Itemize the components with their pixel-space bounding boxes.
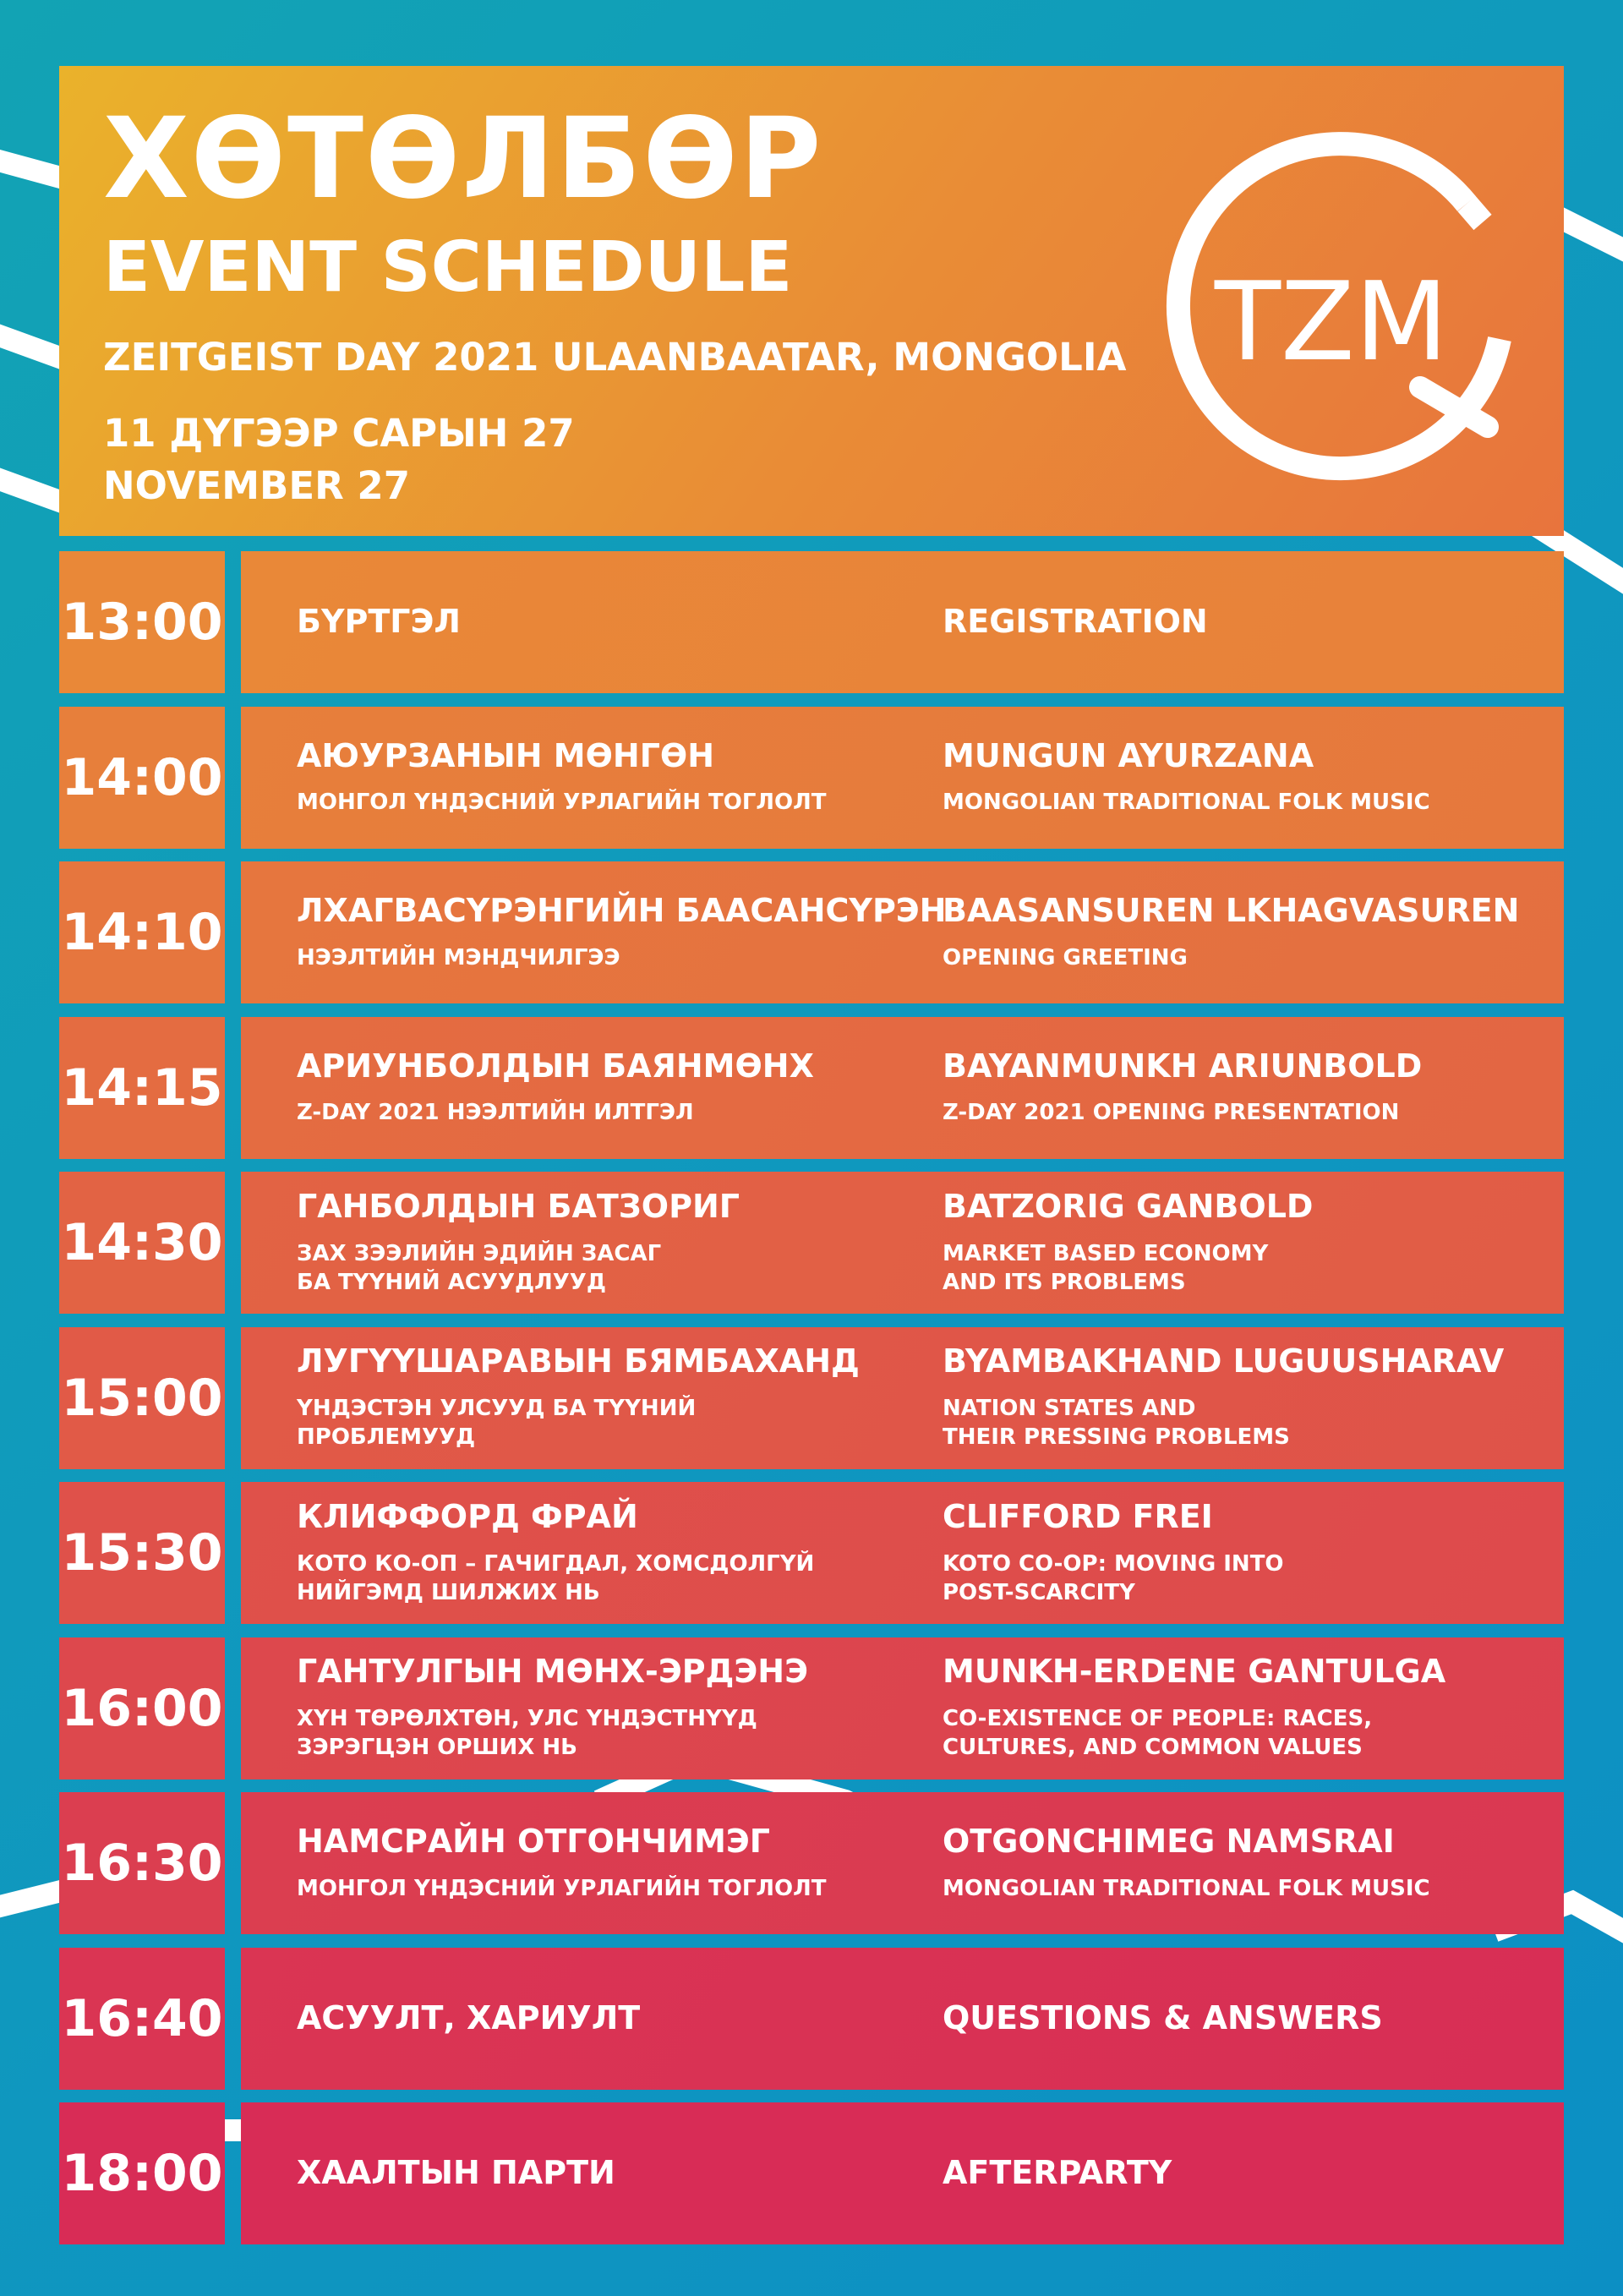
date-english: NOVEMBER 27 xyxy=(103,463,411,508)
session-mongolian xyxy=(297,1172,922,1314)
session-description: MARKET BASED ECONOMY AND ITS PROBLEMS xyxy=(943,1240,1269,1295)
speaker-name: QUESTIONS & ANSWERS xyxy=(943,1998,1383,2036)
time-cell: 14:00 xyxy=(59,707,225,849)
speaker-name: CLIFFORD FREI xyxy=(943,1497,1213,1535)
session-description: MONGOLIAN TRADITIONAL FOLK MUSIC xyxy=(943,790,1430,816)
speaker-name: БҮРТГЭЛ xyxy=(297,603,461,641)
title-english: EVENT SCHEDULE xyxy=(103,227,793,308)
session-mongolian xyxy=(297,707,922,849)
speaker-name: BYAMBAKHAND LUGUUSHARAV xyxy=(943,1342,1505,1380)
session-description: МОНГОЛ ҮНДЭСНИЙ УРЛАГИЙН ТОГЛОЛТ xyxy=(297,790,827,816)
speaker-name: ХААЛТЫН ПАРТИ xyxy=(297,2154,615,2192)
schedule-row xyxy=(59,1792,1564,1934)
session-english xyxy=(943,1172,1551,1314)
session-cell xyxy=(241,1637,1564,1779)
tzm-logo xyxy=(1141,112,1538,510)
speaker-name: ЛУГҮҮШАРАВЫН БЯМБАХАНД xyxy=(297,1342,860,1380)
schedule-row xyxy=(59,551,1564,693)
time-cell: 14:15 xyxy=(59,1017,225,1159)
session-description: НЭЭЛТИЙН МЭНДЧИЛГЭЭ xyxy=(297,944,620,970)
title-mongolian: ХӨТӨЛБӨР xyxy=(103,94,823,224)
time-cell: 14:10 xyxy=(59,861,225,1003)
speaker-name: MUNKH-ERDENE GANTULGA xyxy=(943,1653,1446,1691)
session-description: OPENING GREETING xyxy=(943,944,1188,970)
speaker-name: АРИУНБОЛДЫН БАЯНМӨНХ xyxy=(297,1047,814,1085)
speaker-name: AFTERPARTY xyxy=(943,2154,1172,2192)
session-cell xyxy=(241,861,1564,1003)
time-cell: 16:40 xyxy=(59,1948,225,2090)
session-description: KOTO CO-OP: MOVING INTO POST-SCARCITY xyxy=(943,1550,1284,1605)
time-cell: 16:00 xyxy=(59,1637,225,1779)
schedule-row xyxy=(59,1327,1564,1469)
session-description: Z-DAY 2021 НЭЭЛТИЙН ИЛТГЭЛ xyxy=(297,1100,694,1126)
time-cell: 13:00 xyxy=(59,551,225,693)
speaker-name: MUNGUN AYURZANA xyxy=(943,736,1314,774)
session-description: МОНГОЛ ҮНДЭСНИЙ УРЛАГИЙН ТОГЛОЛТ xyxy=(297,1875,827,1901)
schedule-row xyxy=(59,2102,1564,2244)
session-mongolian xyxy=(297,1327,922,1469)
speaker-name: ЛХАГВАСҮРЭНГИЙН БААСАНСҮРЭН xyxy=(297,892,947,929)
session-mongolian xyxy=(297,1637,922,1779)
schedule-row xyxy=(59,1482,1564,1624)
schedule-row xyxy=(59,1017,1564,1159)
speaker-name: OTGONCHIMEG NAMSRAI xyxy=(943,1823,1395,1860)
session-english xyxy=(943,1948,1551,2090)
session-mongolian xyxy=(297,1482,922,1624)
speaker-name: BATZORIG GANBOLD xyxy=(943,1187,1314,1225)
logo-text: TZM xyxy=(1214,260,1449,385)
schedule-row xyxy=(59,1637,1564,1779)
header-banner xyxy=(59,66,1564,536)
session-english xyxy=(943,1637,1551,1779)
speaker-name: BAYANMUNKH ARIUNBOLD xyxy=(943,1047,1423,1085)
session-mongolian xyxy=(297,551,922,693)
session-mongolian xyxy=(297,861,947,1003)
time-cell: 16:30 xyxy=(59,1792,225,1934)
session-mongolian xyxy=(297,1792,922,1934)
session-description: ҮНДЭСТЭН УЛСУУД БА ТҮҮНИЙ ПРОБЛЕМУУД xyxy=(297,1396,697,1451)
session-cell xyxy=(241,1017,1564,1159)
event-subtitle: ZEITGEIST DAY 2021 ULAANBAATAR, MONGOLIA xyxy=(103,335,1127,380)
session-cell xyxy=(241,1327,1564,1469)
speaker-name: ГАНТУЛГЫН МӨНХ-ЭРДЭНЭ xyxy=(297,1653,808,1691)
schedule-row xyxy=(59,1172,1564,1314)
session-english xyxy=(943,1327,1551,1469)
session-english xyxy=(943,861,1551,1003)
session-mongolian xyxy=(297,1017,922,1159)
time-cell: 15:00 xyxy=(59,1327,225,1469)
session-cell xyxy=(241,1482,1564,1624)
speaker-name: ГАНБОЛДЫН БАТЗОРИГ xyxy=(297,1187,740,1225)
session-english xyxy=(943,1482,1551,1624)
session-description: MONGOLIAN TRADITIONAL FOLK MUSIC xyxy=(943,1875,1430,1901)
session-description: Z-DAY 2021 OPENING PRESENTATION xyxy=(943,1100,1400,1126)
speaker-name: НАМСРАЙН ОТГОНЧИМЭГ xyxy=(297,1823,770,1860)
session-cell xyxy=(241,1948,1564,2090)
time-cell: 14:30 xyxy=(59,1172,225,1314)
speaker-name: КЛИФФОРД ФРАЙ xyxy=(297,1497,638,1535)
speaker-name: АЮУРЗАНЫН МӨНГӨН xyxy=(297,736,715,774)
session-english xyxy=(943,2102,1551,2244)
session-description: ХҮН ТӨРӨЛХТӨН, УЛС ҮНДЭСТНҮҮД ЗЭРЭГЦЭН ОРШИХ НЬ xyxy=(297,1706,757,1761)
session-english xyxy=(943,707,1551,849)
date-mongolian: 11 ДҮГЭЭР САРЫН 27 xyxy=(103,411,575,456)
session-cell xyxy=(241,1792,1564,1934)
speaker-name: АСУУЛТ, ХАРИУЛТ xyxy=(297,1998,641,2036)
schedule-row xyxy=(59,861,1564,1003)
session-cell xyxy=(241,1172,1564,1314)
speaker-name: REGISTRATION xyxy=(943,603,1208,641)
session-description: ЗАХ ЗЭЭЛИЙН ЭДИЙН ЗАСАГ БА ТҮҮНИЙ АСУУДЛУУД xyxy=(297,1240,662,1295)
schedule-row xyxy=(59,707,1564,849)
schedule-row xyxy=(59,1948,1564,2090)
time-cell: 15:30 xyxy=(59,1482,225,1624)
session-english xyxy=(943,1017,1551,1159)
session-description: КОТО КО-ОП – ГАЧИГДАЛ, ХОМСДОЛГҮЙ НИЙГЭМД ШИЛЖИХ НЬ xyxy=(297,1550,815,1605)
session-description: CO-EXISTENCE OF PEOPLE: RACES, CULTURES, AND COMMON VALUES xyxy=(943,1706,1373,1761)
session-cell xyxy=(241,2102,1564,2244)
session-description: NATION STATES AND THEIR PRESSING PROBLEMS xyxy=(943,1396,1290,1451)
session-mongolian xyxy=(297,2102,922,2244)
session-mongolian xyxy=(297,1948,922,2090)
session-cell xyxy=(241,707,1564,849)
session-cell xyxy=(241,551,1564,693)
time-cell: 18:00 xyxy=(59,2102,225,2244)
speaker-name: BAASANSUREN LKHAGVASUREN xyxy=(943,892,1520,929)
session-english xyxy=(943,551,1551,693)
session-english xyxy=(943,1792,1551,1934)
